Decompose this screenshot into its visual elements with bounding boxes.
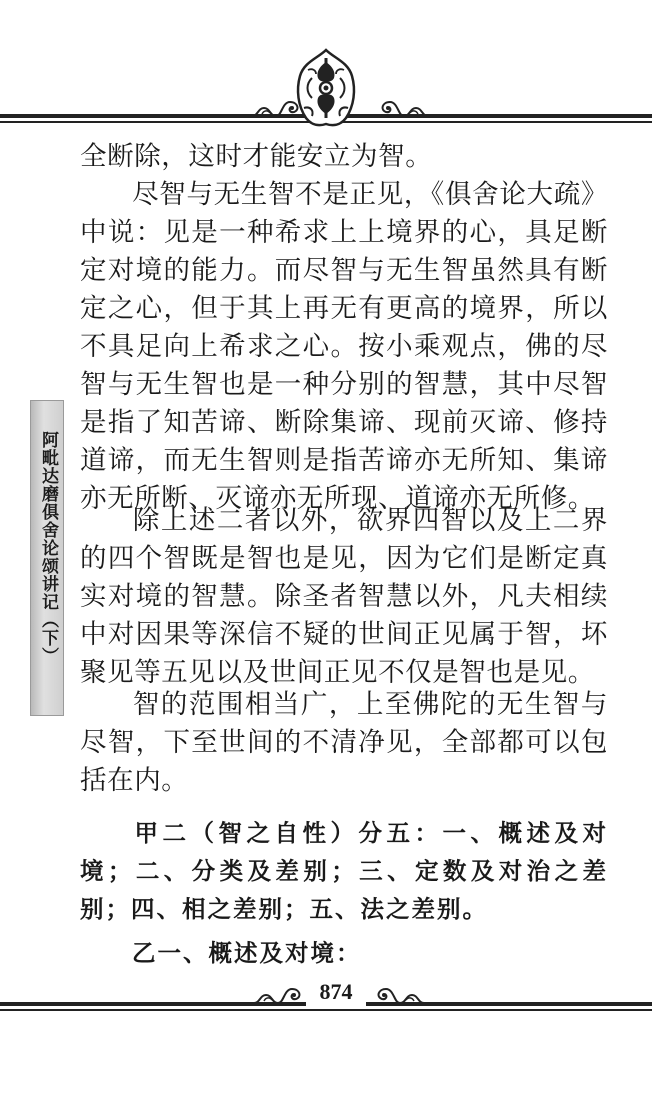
section-outline-heading <box>80 814 608 928</box>
paragraph-text: 尽智与无生智不是正见，《俱舍论大疏》中说：见是一种希求上上境界的心，具足断定对境的能力。而尽智与无生智虽然具有断定之心，但于其上再无有更高的境界，所以不具足向上希求之心。按小乘观点，佛的尽智与无生智也是一种分别的智慧，其中尽智是指了知苦谛、断除集谛、现前灭谛、修持道谛，而无生智则是指苦谛亦无所知、集谛亦无所断、灭谛亦无所现、道谛亦无所修。 <box>80 179 608 514</box>
paragraph-continuation: 全断除，这时才能安立为智。 <box>80 141 433 172</box>
paragraph-exhaustion-wisdom <box>80 176 608 518</box>
vajra-emblem-icon <box>290 48 362 128</box>
paragraph-other-wisdoms <box>80 502 608 692</box>
cloud-scroll-icon <box>250 981 306 1007</box>
text-paragraph <box>80 138 608 176</box>
cloud-scroll-icon <box>372 981 428 1007</box>
text-paragraph <box>80 686 608 800</box>
cloud-scroll-icon <box>376 94 432 120</box>
paragraph-text: 除上述二者以外，欲界四智以及上二界的四个智既是智也是见，因为它们是断定真实对境的智慧。除圣者智慧以外，凡夫相续中对因果等深信不疑的世间正见属于智，坏聚见等五见以及世间正见不仅是智也是见。 <box>80 505 608 688</box>
text-paragraph <box>80 176 608 518</box>
heading-text: 甲二（智之自性）分五：一、概述及对境；二、分类及差别；三、定数及对治之差别；四、相之差别；五、法之差别。 <box>80 819 608 923</box>
book-title: 阿毗达磨俱舍论颂讲记（下） <box>38 431 58 665</box>
paragraph-wisdom-scope <box>80 686 608 800</box>
section-heading: 乙一、概述及对境： <box>132 939 362 967</box>
footer-rule-thin <box>0 1009 652 1011</box>
text-paragraph <box>80 502 608 692</box>
page-number: 874 <box>306 978 366 1006</box>
paragraph-text: 智的范围相当广，上至佛陀的无生智与尽智，下至世间的不清净见，全部都可以包括在内。 <box>80 689 608 796</box>
book-title-side-tab <box>30 400 64 716</box>
